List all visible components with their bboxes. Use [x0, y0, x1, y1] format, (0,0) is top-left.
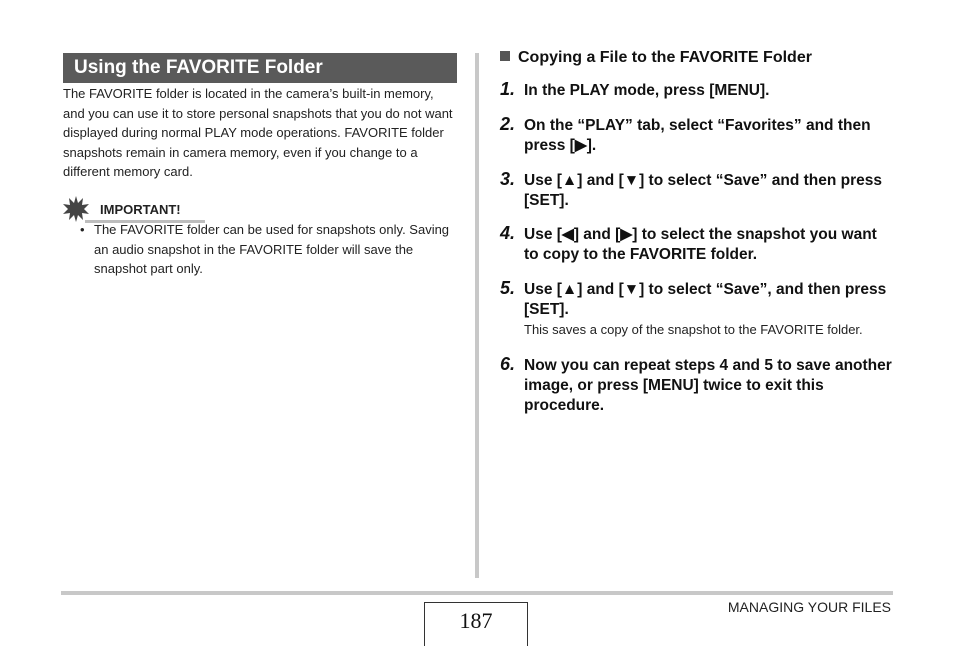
step-6: [500, 356, 894, 416]
important-label: IMPORTANT!: [100, 201, 181, 217]
bullet-dot: •: [80, 221, 85, 237]
starburst-icon: [63, 196, 89, 222]
step-text: Use [▲] and [▼] to select “Save” and then press [SET].: [524, 172, 882, 209]
step-number: 2.: [500, 114, 516, 134]
step-4: [500, 225, 894, 265]
footer-section-title: MANAGING YOUR FILES: [727, 599, 891, 615]
step-text: Use [◀] and [▶] to select the snapshot you want to copy to the FAVORITE folder.: [524, 226, 877, 263]
step-2: [500, 116, 894, 156]
section-header: Using the FAVORITE Folder: [63, 53, 457, 83]
left-column: [63, 53, 457, 279]
subhead-text: Copying a File to the FAVORITE Folder: [518, 49, 812, 66]
intro-paragraph: The FAVORITE folder is located in the camera’s built-in memory, and you can use it to store personal snapshots that you do not want displayed during normal PLAY mode operations. FAVORITE folder snapshots remain in camera memory, even if you change to a different memory card.: [63, 86, 453, 180]
step-number: 1.: [500, 79, 516, 99]
right-column: [500, 47, 900, 414]
step-text: On the “PLAY” tab, select “Favorites” and then press [▶].: [524, 117, 871, 154]
step-3: [500, 171, 894, 211]
column-divider: [475, 53, 479, 578]
step-number: 6.: [500, 354, 516, 374]
procedure-subhead: [500, 47, 900, 69]
step-text: In the PLAY mode, press [MENU].: [524, 82, 770, 99]
step-number: 3.: [500, 169, 516, 189]
important-bullet: [63, 220, 457, 279]
square-bullet-icon: [500, 51, 510, 61]
step-number: 4.: [500, 223, 516, 243]
step-text: Use [▲] and [▼] to select “Save”, and then press [SET].: [524, 281, 887, 318]
step-number: 5.: [500, 278, 516, 298]
footer-rule: [61, 591, 893, 595]
step-1: [500, 81, 894, 101]
bullet-text: The FAVORITE folder can be used for snapshots only. Saving an audio snapshot in the FAVORITE folder will save the snapshot part only.: [94, 221, 450, 277]
step-note: This saves a copy of the snapshot to the FAVORITE folder.: [524, 322, 863, 337]
step-5: [500, 280, 894, 340]
step-text: Now you can repeat steps 4 and 5 to save another image, or press [MENU] twice to exit this procedure.: [524, 357, 892, 414]
page-number: 187: [424, 602, 528, 646]
